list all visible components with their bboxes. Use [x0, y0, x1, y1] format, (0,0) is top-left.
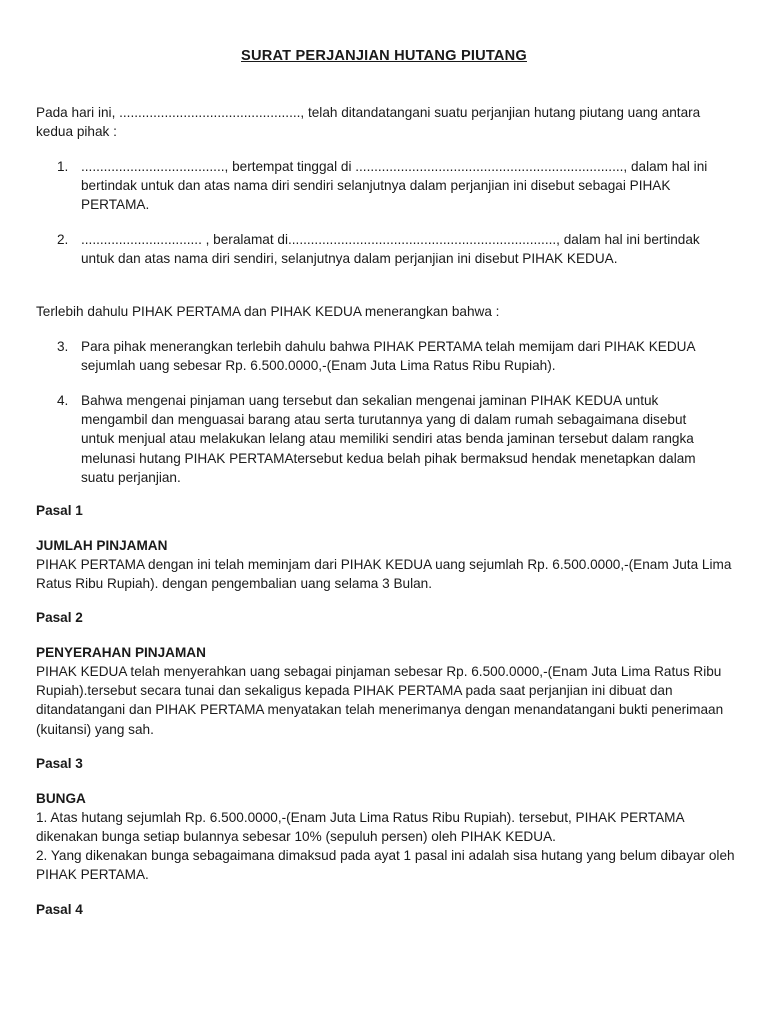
- pasal-3-label: Pasal 3: [36, 756, 83, 771]
- document-title: SURAT PERJANJIAN HUTANG PIUTANG: [241, 48, 527, 64]
- statement-number: 3.: [57, 339, 69, 354]
- pasal-1-body: PIHAK PERTAMA dengan ini telah meminjam dari PIHAK KEDUA uang sejumlah Rp. 6.500.0000,-(Enam Juta Lima Ratus Ribu Rupiah). dengan pengembalian uang selama 3 Bulan.: [36, 557, 732, 592]
- pasal-2-heading: PENYERAHAN PINJAMAN: [36, 645, 206, 660]
- pasal-4-label: Pasal 4: [36, 902, 83, 917]
- party-number: 1.: [57, 159, 69, 174]
- party-text: ......................................, bertempat tinggal di ......................................................................., dalam hal ini bertindak untuk dan atas nama diri sendiri selanjutnya dalam perjanjian ini disebut sebagai PIHAK PERTAMA.: [81, 159, 708, 213]
- pasal-3-ayat-2: 2. Yang dikenakan bunga sebagaimana dimaksud pada ayat 1 pasal ini adalah sisa hutang yang belum dibayar oleh PIHAK PERTAMA.: [36, 848, 735, 883]
- intro-paragraph: Pada hari ini, ................................................, telah ditandatangani suatu perjanjian hutang piutang uang antara kedua pihak :: [36, 105, 701, 140]
- pasal-1-heading: JUMLAH PINJAMAN: [36, 538, 168, 553]
- preamble-paragraph: Terlebih dahulu PIHAK PERTAMA dan PIHAK KEDUA menerangkan bahwa :: [36, 304, 500, 319]
- statement-text: Para pihak menerangkan terlebih dahulu bahwa PIHAK PERTAMA telah memijam dari PIHAK KEDUA sejumlah uang sebesar Rp. 6.500.0000,-(Enam Juta Lima Ratus Ribu Rupiah).: [81, 339, 695, 374]
- party-number: 2.: [57, 232, 69, 247]
- pasal-2-body: PIHAK KEDUA telah menyerahkan uang sebagai pinjaman sebesar Rp. 6.500.0000,-(Enam Juta Lima Ratus Ribu Rupiah).tersebut secara tunai dan sekaligus kepada PIHAK PERTAMA pada saat perjanjian ini dibuat dan ditandatangani dan PIHAK PERTAMA menyatakan telah menerimanya dengan menandatangani bukti penerimaan (kuitansi) yang sah.: [36, 664, 724, 737]
- statement-number: 4.: [57, 393, 69, 408]
- pasal-3-ayat-1: 1. Atas hutang sejumlah Rp. 6.500.0000,-(Enam Juta Lima Ratus Ribu Rupiah). tersebut, PIHAK PERTAMA dikenakan bunga setiap bulannya sebesar 10% (sepuluh persen) oleh PIHAK KEDUA.: [36, 810, 684, 845]
- party-text: ................................ , beralamat di......................................................................., dalam hal ini bertindak untuk dan atas nama diri sendiri, selanjutnya dalam perjanjian ini disebut PIHAK KEDUA.: [81, 232, 700, 267]
- pasal-1-label: Pasal 1: [36, 503, 83, 518]
- statement-text: Bahwa mengenai pinjaman uang tersebut dan sekalian mengenai jaminan PIHAK KEDUA untuk mengambil dan menguasai barang atau serta turutannya yang di dalam rumah sebagaimana disebut untuk menjual atau melakukan lelang atau memiliki sendiri atas benda jaminan tersebut dalam rangka melunasi hutang PIHAK PERTAMAtersebut kedua belah pihak bermaksud hendak menetapkan dalam suatu perjanjian.: [81, 393, 696, 485]
- pasal-3-heading: BUNGA: [36, 791, 86, 806]
- pasal-2-label: Pasal 2: [36, 610, 83, 625]
